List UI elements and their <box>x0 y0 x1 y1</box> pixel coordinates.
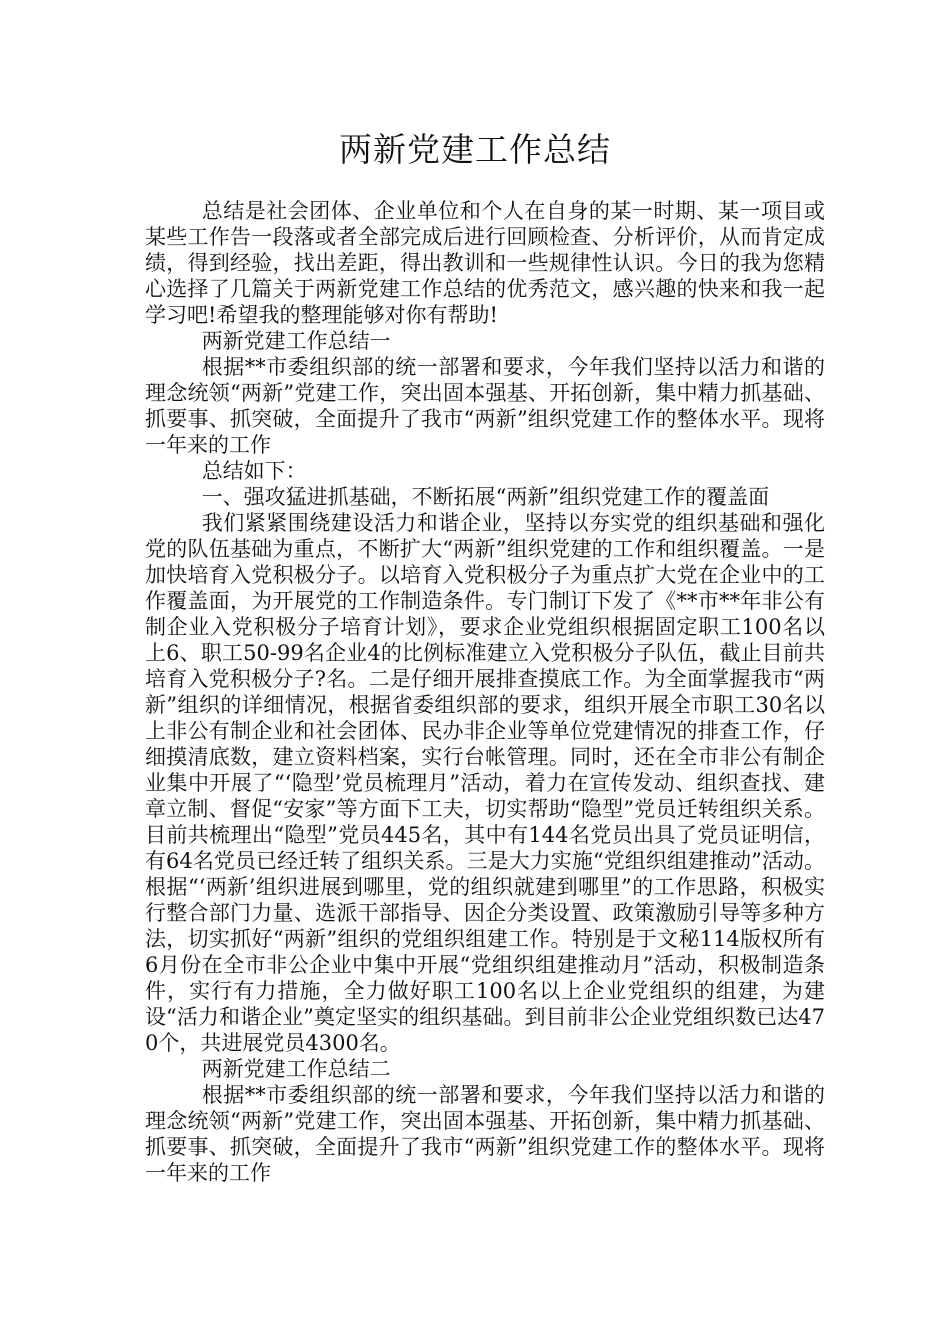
body-paragraph: 根据**市委组织部的统一部署和要求，今年我们坚持以活力和谐的理念统领“两新”党建工作，突出固本强基、开拓创新，集中精力抓基础、抓要事、抓突破，全面提升了我市“两新”组织党建工作的整体水平。现将一年来的工作 <box>145 355 825 457</box>
document-body <box>145 198 825 1186</box>
subsection-heading: 一、强攻猛进抓基础，不断拓展“两新”组织党建工作的覆盖面 <box>201 485 770 509</box>
section-heading-1: 两新党建工作总结一 <box>201 329 391 353</box>
body-paragraph: 总结如下： <box>201 459 307 483</box>
body-paragraph: 我们紧紧围绕建设活力和谐企业，坚持以夯实党的组织基础和强化党的队伍基础为重点，不断扩大“两新”组织党建的工作和组织覆盖。一是加快培育入党积极分子。以培育入党积极分子为重点扩大党在企业中的工作覆盖面，为开展党的工作制造条件。专门制订下发了《**市**年非公有制企业入党积极分子培育计划》，要求企业党组织根据固定职工100名以上6、职工50-99名企业4的比例标准建立入党积极分子队伍，截止目前共培育入党积极分子?名。二是仔细开展排查摸底工作。为全面掌握我市“两新”组织的详细情况，根据省委组织部的要求，组织开展全市职工30名以上非公有制企业和社会团体、民办非企业等单位党建情况的排查工作，仔细摸清底数，建立资料档案，实行台帐管理。同时，还在全市非公有制企业集中开展了“‘隐型’党员梳理月”活动，着力在宣传发动、组织查找、建章立制、督促“安家”等方面下工夫，切实帮助“隐型”党员迁转组织关系。目前共梳理出“隐型”党员445名，其中有144名党员出具了党员证明信，有64名党员已经迁转了组织关系。三是大力实施“党组织组建推动”活动。根据“‘两新’组织进展到哪里，党的组织就建到哪里”的工作思路，积极实行整合部门力量、选派干部指导、因企分类设置、政策激励引导等多种方法，切实抓好“两新”组织的党组织组建工作。特别是于文秘114版权所有6月份在全市非公企业中集中开展“党组织组建推动月”活动，积极制造条件，实行有力措施，全力做好职工100名以上企业党组织的组建，为建设“活力和谐企业”奠定坚实的组织基础。到目前非公企业党组织数已达470个，共进展党员4300名。 <box>145 511 825 1055</box>
body-paragraph: 根据**市委组织部的统一部署和要求，今年我们坚持以活力和谐的理念统领“两新”党建工作，突出固本强基、开拓创新，集中精力抓基础、抓要事、抓突破，全面提升了我市“两新”组织党建工作的整体水平。现将一年来的工作 <box>145 1083 825 1185</box>
section-heading-2: 两新党建工作总结二 <box>201 1057 391 1081</box>
document-title: 两新党建工作总结 <box>339 130 611 169</box>
intro-paragraph: 总结是社会团体、企业单位和个人在自身的某一时期、某一项目或某些工作告一段落或者全部完成后进行回顾检查、分析评价，从而肯定成绩，得到经验，找出差距，得出教训和一些规律性认识。今日的我为您精心选择了几篇关于两新党建工作总结的优秀范文，感兴趣的快来和我一起学习吧!希望我的整理能够对你有帮助! <box>145 199 825 327</box>
